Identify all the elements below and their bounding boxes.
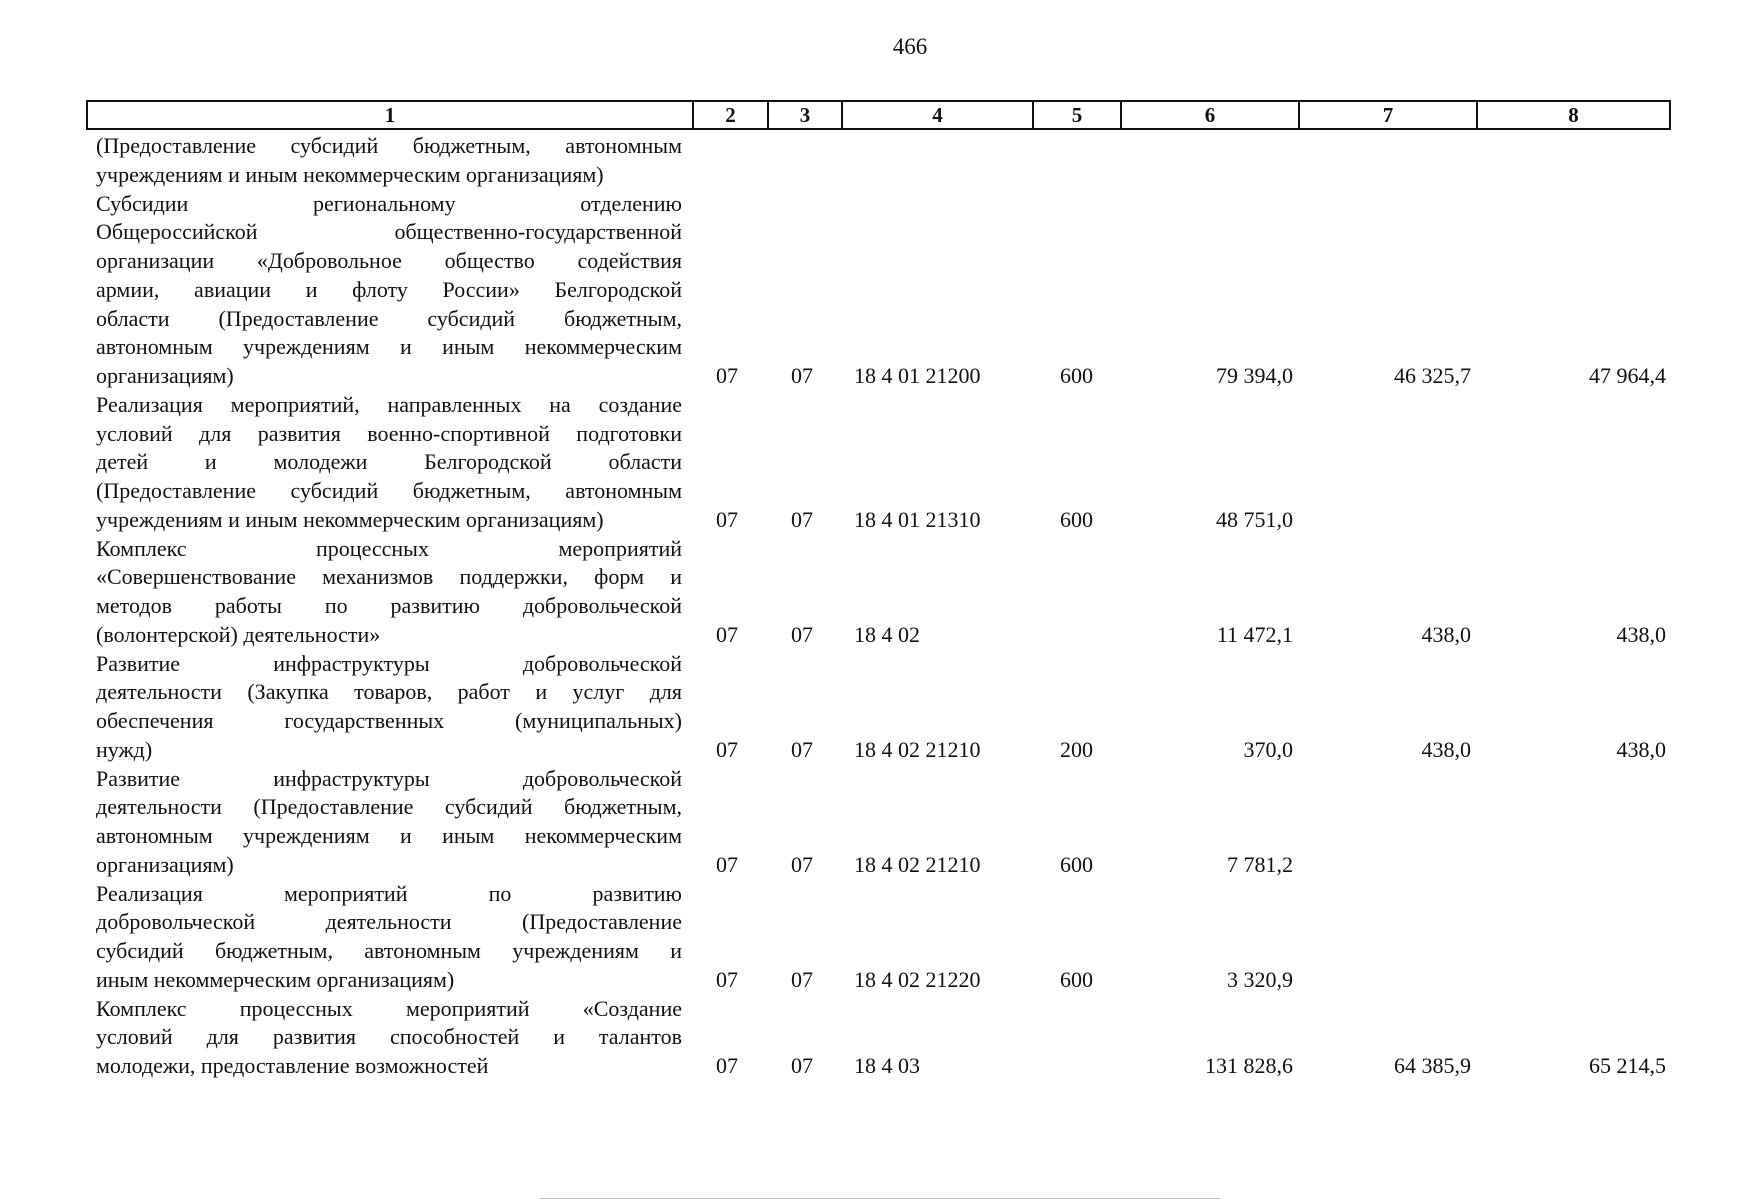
description-line: обеспечения государственных (муниципальных) bbox=[96, 708, 682, 733]
cell-col-6: 131 828,6 bbox=[1205, 1053, 1293, 1078]
description-line: армии, авиации и флоту России» Белгородской bbox=[96, 276, 682, 302]
table-row bbox=[0, 765, 1760, 880]
column-header-7: 7 bbox=[1299, 101, 1477, 129]
cell-col-2: 07 bbox=[716, 966, 738, 992]
row-description bbox=[96, 765, 682, 880]
cell-col-8: 65 214,5 bbox=[1589, 1053, 1666, 1078]
description-line: Реализация мероприятий, направленных на создание bbox=[96, 391, 682, 417]
row-description bbox=[96, 391, 682, 535]
description-line: Общероссийской общественно-государственной bbox=[96, 219, 682, 245]
column-header-1: 1 bbox=[87, 101, 693, 129]
cell-col-4: 18 4 02 21210 bbox=[854, 736, 981, 762]
column-header-4: 4 bbox=[842, 101, 1033, 129]
description-line: иным некоммерческим организациям) bbox=[96, 966, 455, 992]
description-line: организациям) bbox=[96, 851, 234, 877]
row-description bbox=[96, 995, 682, 1081]
cell-col-4: 18 4 02 bbox=[854, 621, 920, 647]
cell-col-4: 18 4 02 21210 bbox=[854, 851, 981, 877]
cell-col-2: 07 bbox=[716, 851, 738, 877]
row-description bbox=[96, 650, 682, 765]
cell-col-3: 07 bbox=[791, 1053, 813, 1078]
column-header-5: 5 bbox=[1033, 101, 1121, 129]
column-header-2: 2 bbox=[693, 101, 768, 129]
description-line: добровольческой деятельности (Предоставление bbox=[96, 909, 682, 935]
footer-rule bbox=[540, 1198, 1220, 1199]
description-line: субсидий бюджетным, автономным учреждениям и bbox=[96, 938, 682, 963]
description-line: условий для развития способностей и талантов bbox=[96, 1024, 682, 1050]
table-row bbox=[0, 650, 1760, 765]
cell-col-3: 07 bbox=[791, 621, 813, 647]
description-line: Развитие инфраструктуры добровольческой bbox=[96, 650, 682, 676]
column-header-table bbox=[86, 100, 1671, 130]
column-header-row bbox=[87, 101, 1670, 129]
cell-col-8: 438,0 bbox=[1616, 736, 1666, 762]
cell-col-3: 07 bbox=[791, 736, 813, 762]
column-header-8: 8 bbox=[1477, 101, 1670, 129]
cell-col-5: 600 bbox=[1060, 851, 1093, 877]
cell-col-6: 3 320,9 bbox=[1227, 966, 1293, 992]
description-line: (Предоставление субсидий бюджетным, автономным bbox=[96, 133, 682, 158]
cell-col-4: 18 4 03 bbox=[854, 1053, 920, 1078]
cell-col-2: 07 bbox=[716, 621, 738, 647]
description-line: Развитие инфраструктуры добровольческой bbox=[96, 765, 682, 791]
description-line: условий для развития военно-спортивной подготовки bbox=[96, 420, 682, 446]
description-line: организации «Добровольное общество содействия bbox=[96, 248, 682, 273]
page-number: 466 bbox=[892, 34, 928, 59]
description-line: детей и молодежи Белгородской области bbox=[96, 449, 682, 475]
description-line: Субсидии региональному отделению bbox=[96, 190, 682, 216]
row-description bbox=[96, 880, 682, 995]
description-line: Реализация мероприятий по развитию bbox=[96, 880, 682, 906]
table-row bbox=[0, 995, 1760, 1081]
cell-col-6: 79 394,0 bbox=[1216, 363, 1293, 388]
cell-col-3: 07 bbox=[791, 363, 813, 388]
table-row bbox=[0, 391, 1760, 535]
description-line: организациям) bbox=[96, 363, 234, 388]
description-line: (волонтерской) деятельности» bbox=[96, 621, 381, 647]
cell-col-8: 47 964,4 bbox=[1589, 363, 1666, 388]
cell-col-5: 600 bbox=[1060, 966, 1093, 992]
cell-col-4: 18 4 01 21310 bbox=[854, 506, 981, 532]
column-header-6: 6 bbox=[1121, 101, 1299, 129]
cell-col-6: 48 751,0 bbox=[1216, 506, 1293, 532]
cell-col-2: 07 bbox=[716, 1053, 738, 1078]
row-description bbox=[96, 190, 682, 391]
cell-col-4: 18 4 02 21220 bbox=[854, 966, 981, 992]
row-description bbox=[96, 535, 682, 650]
cell-col-3: 07 bbox=[791, 966, 813, 992]
cell-col-3: 07 bbox=[791, 851, 813, 877]
description-line: методов работы по развитию добровольческой bbox=[96, 593, 682, 618]
table-row bbox=[0, 190, 1760, 391]
cell-col-6: 11 472,1 bbox=[1216, 621, 1293, 647]
row-description bbox=[96, 132, 682, 190]
description-line: молодежи, предоставление возможностей bbox=[96, 1053, 489, 1078]
cell-col-7: 438,0 bbox=[1421, 736, 1471, 762]
cell-col-6: 370,0 bbox=[1243, 736, 1293, 762]
description-line: Комплекс процессных мероприятий bbox=[96, 535, 682, 561]
column-header-3: 3 bbox=[768, 101, 842, 129]
cell-col-7: 46 325,7 bbox=[1394, 363, 1471, 388]
cell-col-8: 438,0 bbox=[1616, 621, 1666, 647]
description-line: автономным учреждениям и иным некоммерческим bbox=[96, 334, 682, 360]
cell-col-5: 200 bbox=[1060, 736, 1093, 762]
description-line: деятельности (Предоставление субсидий бюджетным, bbox=[96, 794, 682, 820]
table-row bbox=[0, 535, 1760, 650]
cell-col-5: 600 bbox=[1060, 363, 1093, 388]
cell-col-3: 07 bbox=[791, 506, 813, 532]
description-line: деятельности (Закупка товаров, работ и услуг для bbox=[96, 679, 682, 705]
description-line: нужд) bbox=[96, 736, 153, 762]
description-line: «Совершенствование механизмов поддержки, форм и bbox=[96, 564, 682, 590]
description-line: области (Предоставление субсидий бюджетным, bbox=[96, 305, 682, 331]
table-row bbox=[0, 880, 1760, 995]
cell-col-2: 07 bbox=[716, 363, 738, 388]
description-line: автономным учреждениям и иным некоммерческим bbox=[96, 823, 682, 848]
cell-col-2: 07 bbox=[716, 506, 738, 532]
description-line: учреждениям и иным некоммерческим организациям) bbox=[96, 506, 604, 532]
cell-col-7: 64 385,9 bbox=[1394, 1053, 1471, 1078]
description-line: (Предоставление субсидий бюджетным, автономным bbox=[96, 478, 682, 503]
cell-col-7: 438,0 bbox=[1421, 621, 1471, 647]
cell-col-4: 18 4 01 21200 bbox=[854, 363, 981, 388]
cell-col-6: 7 781,2 bbox=[1227, 851, 1293, 877]
table-row bbox=[0, 132, 1760, 190]
cell-col-5: 600 bbox=[1060, 506, 1093, 532]
cell-col-2: 07 bbox=[716, 736, 738, 762]
description-line: учреждениям и иным некоммерческим организациям) bbox=[96, 161, 604, 187]
description-line: Комплекс процессных мероприятий «Создание bbox=[96, 995, 682, 1021]
